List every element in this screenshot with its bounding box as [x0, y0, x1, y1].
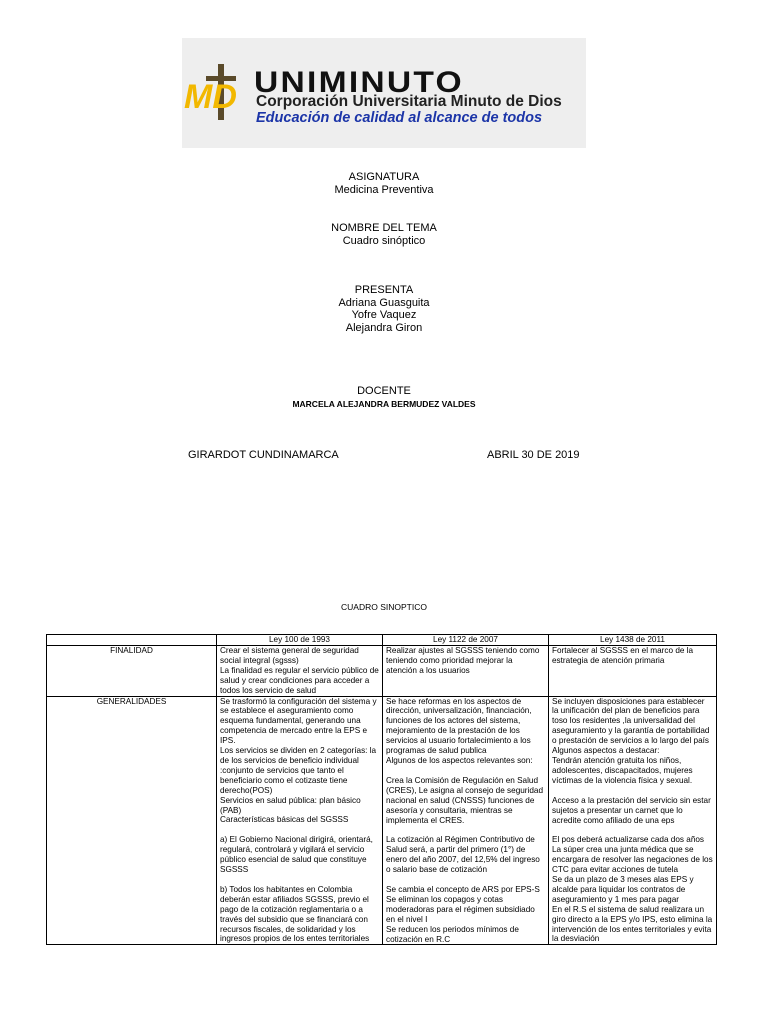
cell-paragraph — [552, 786, 713, 796]
cell-paragraph: Se reducen los periodos mínimos de cotización en R.C — [386, 924, 519, 944]
table-header-cell: Ley 100 de 1993 — [217, 635, 383, 646]
table-header-cell — [47, 635, 217, 646]
cell-paragraph: a) El Gobierno Nacional dirigirá, orientará, regulará, controlará y vigilará el servicio público esencial de salud que constituye SGSSS — [220, 835, 373, 875]
table-cell — [549, 696, 717, 945]
cell-paragraph: Realizar ajustes al SGSSS teniendo como teniendo como prioridad mejorar la atención a los usuarios — [386, 646, 540, 675]
cell-paragraph: Se trasformó la configuración del sistema y se establece el aseguramiento como esquema fundamental, generando una competencia de mercado entre la EPS e IPS. — [220, 696, 377, 746]
logo-tagline: Educación de calidad al alcance de todos — [256, 110, 543, 126]
cuadro-sinoptico-table — [46, 634, 717, 945]
cell-paragraph: Fortalecer al SGSSS en el marco de la estrategia de atención primaria — [552, 646, 694, 665]
docente-label: DOCENTE — [357, 385, 411, 397]
tema-value: Cuadro sinóptico — [342, 234, 426, 247]
cell-paragraph: Características básicas del SGSSS — [220, 815, 349, 825]
asignatura-value: Medicina Preventiva — [334, 183, 434, 196]
table-cell — [549, 646, 717, 697]
cell-paragraph: En el R.S el sistema de salud realizara un giro directo a la EPS y/o IPS, esto elimina la intervención de los entes territoriales y evita la desviación — [552, 904, 713, 944]
cell-paragraph: Algunos aspectos a destacar: — [552, 746, 660, 756]
cell-paragraph — [220, 875, 379, 885]
cell-paragraph: Se hace reformas en los aspectos de dirección, universalización, financiación, funciones de los actores del sistema, mejoramiento de la prestación de los servicios al usuario fortalecimiento a los programas de salud publica — [386, 696, 532, 756]
date-text: ABRIL 30 DE 2019 — [487, 449, 580, 461]
university-logo — [182, 38, 586, 148]
cell-paragraph: Servicios en salud pública: plan básico (PAB) — [220, 795, 361, 815]
table-cell — [383, 646, 549, 697]
logo-mark-text: MD — [184, 78, 237, 116]
row-label-cell: FINALIDAD — [47, 646, 217, 697]
cell-paragraph: Acceso a la prestación del servicio sin estar sujetos a presentar un carnet que lo acredite como afiliado de una eps — [552, 795, 711, 825]
author-name: Alejandra Giron — [345, 321, 423, 334]
presenta-block — [0, 284, 768, 334]
cell-paragraph — [386, 766, 545, 776]
docente-name: MARCELA ALEJANDRA BERMUDEZ VALDES — [292, 398, 476, 409]
cell-paragraph — [220, 825, 379, 835]
cell-paragraph: b) Todos los habitantes en Colombia deberán estar afiliados SGSSS, previo el pago de la cotización reglamentaria o a través del subsidio que se financiará con recursos fiscales, de solidaridad y los ingresos propios de los entes territoriales — [220, 884, 370, 944]
cell-paragraph: Se cambia el concepto de ARS por EPS-S — [386, 885, 540, 895]
table-header-cell: Ley 1122 de 2007 — [383, 635, 549, 646]
location-text: GIRARDOT CUNDINAMARCA — [188, 449, 339, 461]
cell-paragraph: Crea la Comisión de Regulación en Salud (CRES), Le asigna al consejo de seguridad nacional en salud (CNSSS) funciones de asesoría y consultaria, mientras se implementa el CRES. — [386, 775, 544, 825]
table-cell — [217, 646, 383, 697]
cell-paragraph: Se eliminan los copagos y cotas moderadoras para el régimen subsidiado en el nivel I — [386, 894, 535, 924]
table-cell — [383, 696, 549, 945]
tema-block — [0, 222, 768, 247]
tema-label: NOMBRE DEL TEMA — [331, 222, 437, 234]
cell-paragraph: Se incluyen disposiciones para establecer la unificación del plan de beneficios para toso los residentes ,la universalidad del aseguramiento y la garantía de portabilidad o prestación de servicios a lo largo del país — [552, 696, 710, 746]
cell-paragraph: La súper crea una junta médica que se encargara de resolver las negaciones de los CTC para evitar acciones de tutela — [552, 845, 713, 875]
presenta-label: PRESENTA — [354, 284, 414, 296]
cell-paragraph: Crear el sistema general de seguridad social integral (sgsss) — [220, 646, 359, 665]
cell-paragraph: La finalidad es regular el servicio público de salud y crear condiciones para acceder a todos los servicio de salud — [220, 665, 379, 695]
table-header-row — [47, 635, 717, 646]
logo-subtitle: Corporación Universitaria Minuto de Dios — [256, 93, 562, 110]
cuadro-title: CUADRO SINOPTICO — [341, 602, 427, 612]
logo-title: UNIMINUTO — [254, 66, 464, 99]
asignatura-block — [0, 171, 768, 196]
cell-paragraph: Se da un plazo de 3 meses alas EPS y alcalde para liquidar los contratos de aseguramiento y 1 mes para pagar — [552, 875, 694, 904]
cell-paragraph: Tendrán atención gratuita los niños, adolescentes, discapacitados, mujeres víctimas de la violencia física y sexual. — [552, 755, 693, 785]
row-label-cell: GENERALIDADES — [47, 696, 217, 945]
table-header-cell: Ley 1438 de 2011 — [549, 635, 717, 646]
author-name: Adriana Guasguita — [338, 296, 430, 309]
md-cross-logo-icon — [182, 60, 262, 124]
author-name: Yofre Vaquez — [351, 309, 417, 321]
cell-paragraph: Los servicios se dividen en 2 categorías: la de los servicios de beneficio individual :conjunto de servicios que tanto el beneficiario como el cotizaste tiene derecho(POS) — [220, 746, 377, 795]
docente-block — [0, 385, 768, 410]
table-row — [47, 646, 717, 697]
cell-paragraph: El pos deberá actualizarse cada dos años — [552, 835, 705, 845]
cell-paragraph — [386, 875, 545, 885]
table-row — [47, 696, 717, 945]
asignatura-label: ASIGNATURA — [348, 171, 420, 183]
cell-paragraph — [386, 825, 545, 835]
cell-paragraph: La cotización al Régimen Contributivo de Salud será, a partir del primero (1°) de enero del año 2007, del 12,5% del ingreso o salario base de cotización — [386, 835, 540, 875]
cell-paragraph — [552, 825, 713, 835]
cell-paragraph: Algunos de los aspectos relevantes son: — [386, 755, 533, 765]
table-cell — [217, 696, 383, 945]
